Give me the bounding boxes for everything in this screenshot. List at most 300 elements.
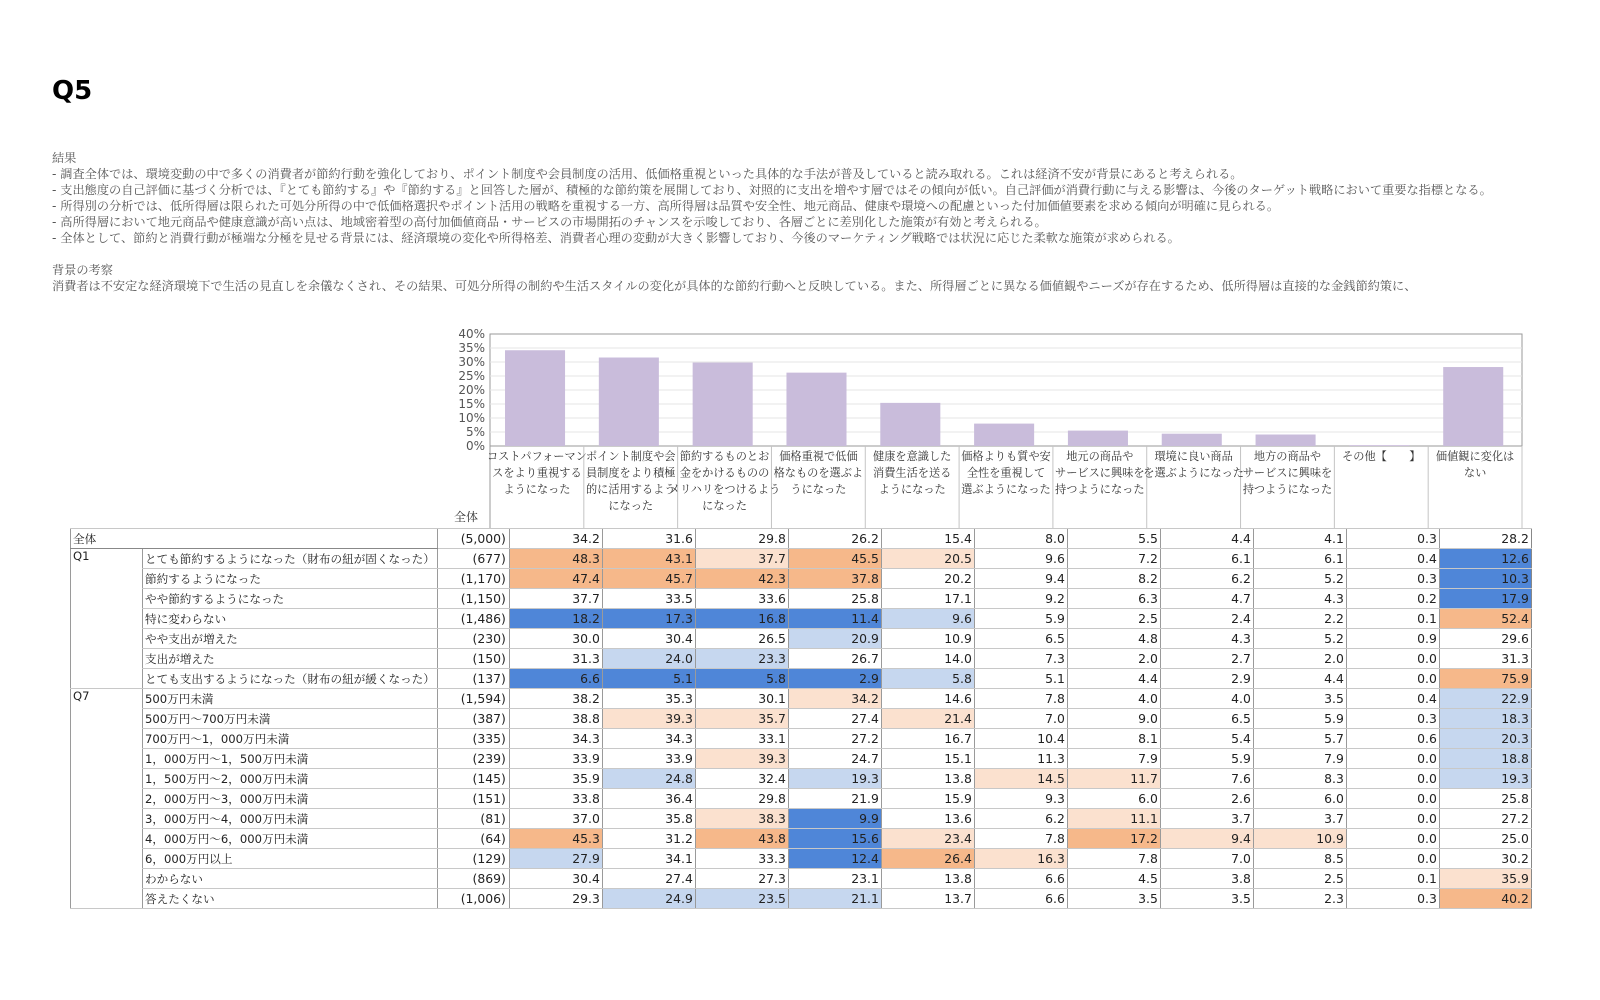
value-cell: 45.5 <box>788 549 881 569</box>
sample-size: (387) <box>437 709 509 729</box>
value-cell: 0.3 <box>1346 529 1439 549</box>
value-cell: 5.9 <box>1253 709 1346 729</box>
value-cell: 0.0 <box>1346 669 1439 689</box>
value-cell: 43.8 <box>695 829 788 849</box>
value-cell: 42.3 <box>695 569 788 589</box>
value-cell: 37.8 <box>788 569 881 589</box>
value-cell: 35.8 <box>602 809 695 829</box>
value-cell: 3.7 <box>1253 809 1346 829</box>
table-row <box>71 849 1532 869</box>
category-label: 地元の商品や <box>1066 450 1134 463</box>
value-cell: 0.4 <box>1346 549 1439 569</box>
category-label: 持つようになった <box>1055 483 1145 496</box>
value-cell: 20.5 <box>881 549 974 569</box>
value-cell: 11.3 <box>974 749 1067 769</box>
value-cell: 32.4 <box>695 769 788 789</box>
sample-size: (239) <box>437 749 509 769</box>
value-cell: 7.9 <box>1253 749 1346 769</box>
value-cell: 9.2 <box>974 589 1067 609</box>
value-cell: 2.2 <box>1253 609 1346 629</box>
value-cell: 8.0 <box>974 529 1067 549</box>
value-cell: 16.7 <box>881 729 974 749</box>
bar <box>1256 435 1316 446</box>
value-cell: 4.0 <box>1067 689 1160 709</box>
sample-size: (869) <box>437 869 509 889</box>
category-label: うになった <box>790 483 847 496</box>
value-cell: 6.6 <box>974 869 1067 889</box>
value-cell: 10.9 <box>881 629 974 649</box>
table-row <box>71 689 1532 709</box>
value-cell: 15.4 <box>881 529 974 549</box>
category-label: 消費生活を送る <box>873 466 952 480</box>
table-row <box>71 749 1532 769</box>
value-cell: 16.8 <box>695 609 788 629</box>
table-row <box>71 769 1532 789</box>
value-cell: 27.9 <box>509 849 602 869</box>
value-cell: 0.1 <box>1346 869 1439 889</box>
value-cell: 28.2 <box>1439 529 1531 549</box>
value-cell: 4.3 <box>1160 629 1253 649</box>
value-cell: 7.8 <box>1067 849 1160 869</box>
category-label: ない <box>1463 466 1487 480</box>
value-cell: 29.8 <box>695 529 788 549</box>
category-label: になった <box>608 499 654 513</box>
value-cell: 6.5 <box>974 629 1067 649</box>
table-row <box>71 729 1532 749</box>
value-cell: 5.8 <box>695 669 788 689</box>
value-cell: 11.4 <box>788 609 881 629</box>
value-cell: 2.3 <box>1253 889 1346 909</box>
value-cell: 33.8 <box>509 789 602 809</box>
category-label: 節約するものとお <box>679 450 770 463</box>
value-cell: 27.2 <box>788 729 881 749</box>
value-cell: 11.1 <box>1067 809 1160 829</box>
row-label: 2，000万円～3，000万円未満 <box>143 789 438 809</box>
bar <box>505 350 565 446</box>
value-cell: 0.3 <box>1346 569 1439 589</box>
category-label: 価格重視で低価 <box>779 450 858 463</box>
y-tick-label: 30% <box>458 355 485 369</box>
row-label: やや支出が増えた <box>143 629 438 649</box>
row-label: 500万円未満 <box>143 689 438 709</box>
value-cell: 34.1 <box>602 849 695 869</box>
value-cell: 9.9 <box>788 809 881 829</box>
value-cell: 35.9 <box>1439 869 1531 889</box>
result-line: - 支出態度の自己評価に基づく分析では、『とても節約する』や『節約する』と回答した層が、積極的な節約策を展開しており、対照的に支出を増やす層ではその傾向が低い。自己評価が消費行動に与える影響は、今後のターゲット戦略において重要な指標となる。 <box>52 183 1492 197</box>
row-label: やや節約するようになった <box>143 589 438 609</box>
value-cell: 13.6 <box>881 809 974 829</box>
row-label: とても支出するようになった（財布の紐が緩くなった） <box>143 669 438 689</box>
value-cell: 23.5 <box>695 889 788 909</box>
bar <box>1068 431 1128 446</box>
value-cell: 7.8 <box>974 829 1067 849</box>
value-cell: 27.3 <box>695 869 788 889</box>
category-label: になった <box>702 499 747 513</box>
category-label: ようになった <box>878 483 946 496</box>
bar <box>1162 434 1222 446</box>
value-cell: 33.3 <box>695 849 788 869</box>
value-cell: 11.7 <box>1067 769 1160 789</box>
row-label: 4，000万円～6，000万円未満 <box>143 829 438 849</box>
sample-size: (137) <box>437 669 509 689</box>
value-cell: 4.5 <box>1067 869 1160 889</box>
value-cell: 7.3 <box>974 649 1067 669</box>
y-tick-label: 5% <box>465 425 485 439</box>
value-cell: 4.8 <box>1067 629 1160 649</box>
value-cell: 0.3 <box>1346 709 1439 729</box>
value-cell: 6.2 <box>1160 569 1253 589</box>
value-cell: 47.4 <box>509 569 602 589</box>
category-label: サービスに興味を <box>1055 466 1145 480</box>
value-cell: 37.7 <box>695 549 788 569</box>
value-cell: 4.3 <box>1253 589 1346 609</box>
table-row <box>71 789 1532 809</box>
value-cell: 0.1 <box>1346 609 1439 629</box>
results-heading: 結果 <box>52 151 77 165</box>
sample-size: (151) <box>437 789 509 809</box>
category-label: 地方の商品や <box>1253 450 1322 463</box>
value-cell: 0.0 <box>1346 809 1439 829</box>
value-cell: 7.9 <box>1067 749 1160 769</box>
value-cell: 10.9 <box>1253 829 1346 849</box>
table-row <box>71 569 1532 589</box>
value-cell: 22.9 <box>1439 689 1531 709</box>
category-label: 価格よりも質や安 <box>961 450 1051 463</box>
value-cell: 6.6 <box>974 889 1067 909</box>
value-cell: 0.0 <box>1346 749 1439 769</box>
value-cell: 5.9 <box>974 609 1067 629</box>
table-row <box>71 709 1532 729</box>
value-cell: 18.8 <box>1439 749 1531 769</box>
value-cell: 25.8 <box>1439 789 1531 809</box>
value-cell: 13.8 <box>881 869 974 889</box>
value-cell: 17.1 <box>881 589 974 609</box>
value-cell: 4.4 <box>1160 529 1253 549</box>
row-label: 1，500万円～2，000万円未満 <box>143 769 438 789</box>
value-cell: 38.8 <box>509 709 602 729</box>
value-cell: 13.7 <box>881 889 974 909</box>
row-label: わからない <box>143 869 438 889</box>
value-cell: 29.3 <box>509 889 602 909</box>
value-cell: 6.3 <box>1067 589 1160 609</box>
value-cell: 31.3 <box>1439 649 1531 669</box>
value-cell: 20.9 <box>788 629 881 649</box>
value-cell: 5.1 <box>602 669 695 689</box>
value-cell: 30.1 <box>695 689 788 709</box>
value-cell: 2.7 <box>1160 649 1253 669</box>
value-cell: 0.2 <box>1346 589 1439 609</box>
y-tick-label: 10% <box>458 411 485 425</box>
value-cell: 7.8 <box>974 689 1067 709</box>
value-cell: 15.1 <box>881 749 974 769</box>
value-cell: 5.9 <box>1160 749 1253 769</box>
value-cell: 2.5 <box>1253 869 1346 889</box>
value-cell: 6.0 <box>1067 789 1160 809</box>
sample-size: (1,006) <box>437 889 509 909</box>
value-cell: 6.2 <box>974 809 1067 829</box>
row-label: 節約するようになった <box>143 569 438 589</box>
category-label: 的に活用するよう <box>585 483 676 496</box>
bar <box>693 363 753 446</box>
value-cell: 4.4 <box>1253 669 1346 689</box>
value-cell: 2.5 <box>1067 609 1160 629</box>
value-cell: 12.4 <box>788 849 881 869</box>
category-label: メリハリをつけるよう <box>668 483 781 496</box>
value-cell: 2.9 <box>1160 669 1253 689</box>
y-tick-label: 20% <box>458 383 485 397</box>
category-label: 員制度をより積極 <box>585 466 676 480</box>
value-cell: 10.4 <box>974 729 1067 749</box>
value-cell: 24.0 <box>602 649 695 669</box>
value-cell: 45.3 <box>509 829 602 849</box>
value-cell: 4.7 <box>1160 589 1253 609</box>
value-cell: 21.1 <box>788 889 881 909</box>
value-cell: 4.4 <box>1067 669 1160 689</box>
value-cell: 34.2 <box>509 529 602 549</box>
value-cell: 8.1 <box>1067 729 1160 749</box>
value-cell: 15.6 <box>788 829 881 849</box>
result-line: - 調査全体では、環境変動の中で多くの消費者が節約行動を強化しており、ポイント制度や会員制度の活用、低価格重視といった具体的な手法が普及していると読み取れる。これは経済不安が背景にあると考えられる。 <box>52 167 1243 181</box>
value-cell: 43.1 <box>602 549 695 569</box>
value-cell: 10.3 <box>1439 569 1531 589</box>
background-text: 消費者は不安定な経済環境下で生活の見直しを余儀なくされ、その結果、可処分所得の制約や生活スタイルの変化が具体的な節約行動へと反映している。また、所得層ごとに異なる価値観やニーズが存在するため、低所得層は直接的な金銭節約策に、 <box>52 279 1417 293</box>
value-cell: 3.5 <box>1160 889 1253 909</box>
value-cell: 31.3 <box>509 649 602 669</box>
group-label: Q1 <box>71 549 143 689</box>
row-label: 3，000万円～4，000万円未満 <box>143 809 438 829</box>
value-cell: 40.2 <box>1439 889 1531 909</box>
value-cell: 34.3 <box>509 729 602 749</box>
value-cell: 31.2 <box>602 829 695 849</box>
value-cell: 9.4 <box>974 569 1067 589</box>
value-cell: 7.6 <box>1160 769 1253 789</box>
value-cell: 16.3 <box>974 849 1067 869</box>
value-cell: 30.4 <box>602 629 695 649</box>
y-tick-label: 25% <box>458 369 485 383</box>
row-label: 答えたくない <box>143 889 438 909</box>
value-cell: 26.4 <box>881 849 974 869</box>
category-label: その他【 】 <box>1342 450 1421 463</box>
value-cell: 33.9 <box>602 749 695 769</box>
value-cell: 26.5 <box>695 629 788 649</box>
category-label: を選ぶようになった <box>1143 466 1244 480</box>
sample-size: (81) <box>437 809 509 829</box>
bar <box>880 403 940 446</box>
table-row <box>71 809 1532 829</box>
value-cell: 18.2 <box>509 609 602 629</box>
value-cell: 7.0 <box>974 709 1067 729</box>
value-cell: 33.1 <box>695 729 788 749</box>
value-cell: 9.3 <box>974 789 1067 809</box>
sample-size: (129) <box>437 849 509 869</box>
value-cell: 7.0 <box>1160 849 1253 869</box>
value-cell: 75.9 <box>1439 669 1531 689</box>
table-row <box>71 589 1532 609</box>
category-label: 選ぶようになった <box>961 483 1051 496</box>
sample-size: (335) <box>437 729 509 749</box>
value-cell: 4.0 <box>1160 689 1253 709</box>
y-tick-label: 40% <box>458 327 485 341</box>
row-label: 全体 <box>71 529 438 549</box>
sample-size: (145) <box>437 769 509 789</box>
value-cell: 34.2 <box>788 689 881 709</box>
value-cell: 17.3 <box>602 609 695 629</box>
table-row <box>71 529 1532 549</box>
sample-size: (1,170) <box>437 569 509 589</box>
value-cell: 39.3 <box>602 709 695 729</box>
crosstab-table <box>70 528 1532 909</box>
result-line: - 所得別の分析では、低所得層は限られた可処分所得の中で低価格選択やポイント活用の戦略を重視する一方、高所得層は品質や安全性、地元商品、健康や環境への配慮といった付加価値要素を求める傾向が明確に見られる。 <box>52 199 1280 213</box>
value-cell: 2.4 <box>1160 609 1253 629</box>
value-cell: 21.9 <box>788 789 881 809</box>
row-label: 1，000万円～1，500万円未満 <box>143 749 438 769</box>
value-cell: 52.4 <box>1439 609 1531 629</box>
value-cell: 7.2 <box>1067 549 1160 569</box>
value-cell: 5.8 <box>881 669 974 689</box>
value-cell: 39.3 <box>695 749 788 769</box>
y-tick-label: 35% <box>458 341 485 355</box>
value-cell: 27.4 <box>602 869 695 889</box>
value-cell: 14.5 <box>974 769 1067 789</box>
value-cell: 26.2 <box>788 529 881 549</box>
category-label: コストパフォーマン <box>486 450 587 463</box>
value-cell: 45.7 <box>602 569 695 589</box>
value-cell: 30.0 <box>509 629 602 649</box>
value-cell: 30.2 <box>1439 849 1531 869</box>
category-label: 持つようになった <box>1242 483 1333 496</box>
bar <box>786 373 846 446</box>
row-label: 特に変わらない <box>143 609 438 629</box>
category-label: 環境に良い商品 <box>1154 450 1233 463</box>
value-cell: 34.3 <box>602 729 695 749</box>
value-cell: 0.0 <box>1346 789 1439 809</box>
value-cell: 3.8 <box>1160 869 1253 889</box>
value-cell: 0.6 <box>1346 729 1439 749</box>
value-cell: 5.1 <box>974 669 1067 689</box>
value-cell: 25.0 <box>1439 829 1531 849</box>
value-cell: 35.9 <box>509 769 602 789</box>
table-row <box>71 869 1532 889</box>
value-cell: 29.8 <box>695 789 788 809</box>
value-cell: 6.5 <box>1160 709 1253 729</box>
value-cell: 35.3 <box>602 689 695 709</box>
y-tick-label: 0% <box>465 439 485 453</box>
value-cell: 6.1 <box>1160 549 1253 569</box>
value-cell: 17.9 <box>1439 589 1531 609</box>
value-cell: 17.2 <box>1067 829 1160 849</box>
bar <box>1349 445 1409 446</box>
row-label: 6，000万円以上 <box>143 849 438 869</box>
value-cell: 15.9 <box>881 789 974 809</box>
value-cell: 2.6 <box>1160 789 1253 809</box>
table-row <box>71 889 1532 909</box>
value-cell: 24.9 <box>602 889 695 909</box>
value-cell: 8.3 <box>1253 769 1346 789</box>
bar <box>599 358 659 446</box>
value-cell: 5.2 <box>1253 629 1346 649</box>
row-label: とても節約するようになった（財布の紐が固くなった） <box>143 549 438 569</box>
result-line: - 全体として、節約と消費行動が極端な分極を見せる背景には、経済環境の変化や所得格差、消費者心理の変動が大きく影響しており、今後のマーケティング戦略では状況に応じた柔軟な施策が求められる。 <box>52 231 1180 245</box>
category-label: 健康を意識した <box>873 450 952 463</box>
sample-size: (1,150) <box>437 589 509 609</box>
sample-size: (1,486) <box>437 609 509 629</box>
value-cell: 0.0 <box>1346 769 1439 789</box>
value-cell: 19.3 <box>788 769 881 789</box>
value-cell: 6.6 <box>509 669 602 689</box>
value-cell: 0.3 <box>1346 889 1439 909</box>
result-line: - 高所得層において地元商品や健康意識が高い点は、地域密着型の高付加価値商品・サービスの市場開拓のチャンスを示唆しており、各層ごとに差別化した施策が有効と考えられる。 <box>52 215 1047 229</box>
value-cell: 29.6 <box>1439 629 1531 649</box>
sample-size: (150) <box>437 649 509 669</box>
value-cell: 0.0 <box>1346 829 1439 849</box>
value-cell: 24.8 <box>602 769 695 789</box>
value-cell: 6.1 <box>1253 549 1346 569</box>
background-heading: 背景の考察 <box>52 263 113 277</box>
category-label: ポイント制度や会 <box>585 450 676 463</box>
value-cell: 12.6 <box>1439 549 1531 569</box>
value-cell: 20.3 <box>1439 729 1531 749</box>
value-cell: 5.7 <box>1253 729 1346 749</box>
value-cell: 33.9 <box>509 749 602 769</box>
value-cell: 9.0 <box>1067 709 1160 729</box>
table-row <box>71 669 1532 689</box>
value-cell: 35.7 <box>695 709 788 729</box>
value-cell: 19.3 <box>1439 769 1531 789</box>
value-cell: 30.4 <box>509 869 602 889</box>
value-cell: 24.7 <box>788 749 881 769</box>
sample-size: (677) <box>437 549 509 569</box>
value-cell: 5.5 <box>1067 529 1160 549</box>
value-cell: 21.4 <box>881 709 974 729</box>
value-cell: 23.4 <box>881 829 974 849</box>
value-cell: 0.4 <box>1346 689 1439 709</box>
category-label: ようになった <box>503 483 571 496</box>
bar <box>1443 367 1503 446</box>
sample-size: (230) <box>437 629 509 649</box>
row-label: 支出が増えた <box>143 649 438 669</box>
value-cell: 8.2 <box>1067 569 1160 589</box>
page-title: Q5 <box>52 76 93 106</box>
value-cell: 23.1 <box>788 869 881 889</box>
value-cell: 37.0 <box>509 809 602 829</box>
value-cell: 33.6 <box>695 589 788 609</box>
table-row <box>71 549 1532 569</box>
value-cell: 20.2 <box>881 569 974 589</box>
value-cell: 0.9 <box>1346 629 1439 649</box>
value-cell: 38.3 <box>695 809 788 829</box>
table-row <box>71 629 1532 649</box>
category-label: 格なものを選ぶよ <box>773 466 864 480</box>
y-tick-label: 15% <box>458 397 485 411</box>
group-label: Q7 <box>71 689 143 909</box>
value-cell: 3.5 <box>1253 689 1346 709</box>
value-cell: 27.2 <box>1439 809 1531 829</box>
value-cell: 6.0 <box>1253 789 1346 809</box>
category-label: 価値観に変化は <box>1435 450 1515 463</box>
category-label: 金をかけるものの <box>679 466 770 480</box>
total-header-label: 全体 <box>453 510 478 524</box>
value-cell: 5.4 <box>1160 729 1253 749</box>
value-cell: 4.1 <box>1253 529 1346 549</box>
value-cell: 36.4 <box>602 789 695 809</box>
category-label: サービスに興味を <box>1242 466 1333 480</box>
value-cell: 33.5 <box>602 589 695 609</box>
row-label: 500万円～700万円未満 <box>143 709 438 729</box>
value-cell: 5.2 <box>1253 569 1346 589</box>
table-row <box>71 649 1532 669</box>
value-cell: 0.0 <box>1346 649 1439 669</box>
sample-size: (64) <box>437 829 509 849</box>
